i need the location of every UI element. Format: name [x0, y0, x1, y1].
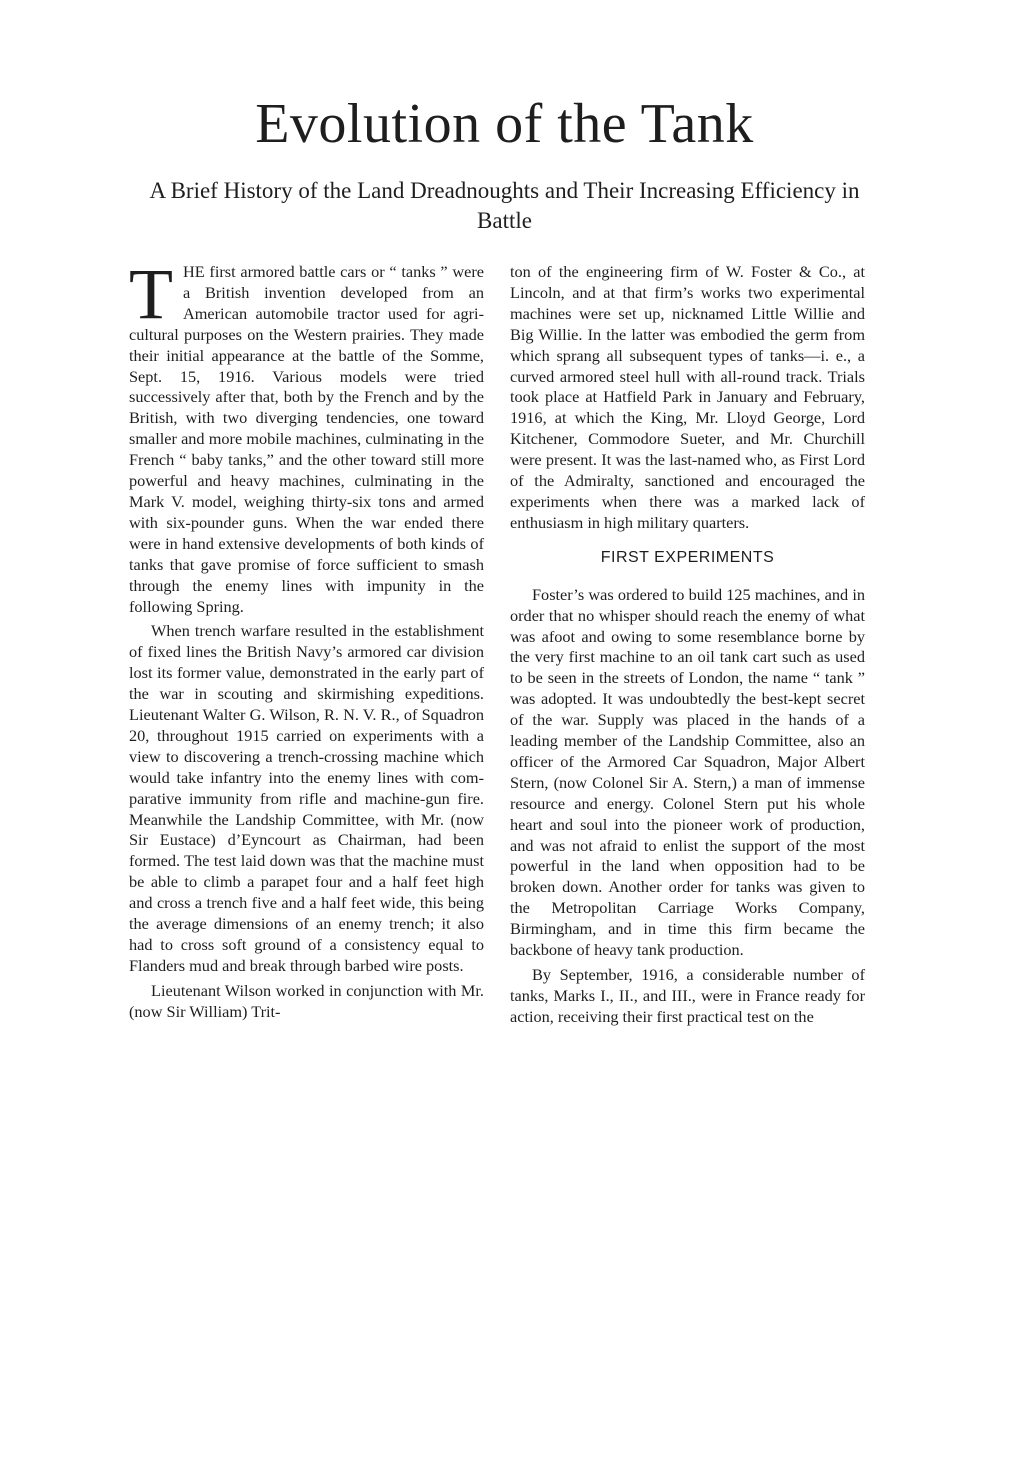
article-subtitle: A Brief History of the Land Dreadnoughts and Their Increasing Efficiency in Battle [149, 178, 860, 233]
paragraph: Foster’s was ordered to build 125 machines, and in order that no whisper should reach the enemy of what was afoot and owing to some resemblance borne by the very first machine to an oil tank cart such as used to be seen in the streets of London, the name “ tank ” was adopted. It was undoubtedly the best-kept secret of the war. Supply was placed in the hands of a leading member of the Landship Committee, also an officer of the Armored Car Squadron, Major Albert Stern, (now Colonel Sir A. Stern,) a man of immense resource and energy. Colonel Stern put his whole heart and soul into the pioneer work of production, and was not afraid to enlist the support of the most powerful in the land when opposition had to be broken down. Another order for tanks was given to the Metropolitan Carriage Works Company, Birmingham, and in time this firm became the backbone of heavy tank production. [510, 584, 865, 960]
article-title: Evolution of the Tank [255, 93, 754, 155]
right-column [510, 262, 865, 1028]
drop-cap: T [129, 254, 173, 334]
paragraph-text: HE first armored battle cars or “ tanks ” were a British invention developed from an American automobile tractor used for agricultural purposes on the Western prairies. They made their initial appearance at the battle of the Somme, Sept. 15, 1916. Various models were tried successively after that, both by the French and by the British, with two diverging tendencies, one toward smaller and more mobile machines, culminating in the French “ baby tanks,” and the other toward still more powerful and heavy machines, culminating in the Mark V. model, weighing thirty-six tons and armed with six-pounder guns. When the war ended there were in hand extensive developments of both kinds of tanks that gave promise of force sufficient to smash through the enemy lines with impunity in the following Spring. [129, 262, 484, 616]
left-column [129, 254, 484, 1023]
paragraph: Lieutenant Wilson worked in conjunction with Mr. (now Sir William) Trit- [129, 980, 484, 1021]
paragraph: When trench warfare resulted in the establishment of fixed lines the British Navy’s armored car division lost its former value, demonstrated in the early part of the war in scouting and skirmishing expeditions. Lieutenant Walter G. Wilson, R. N. V. R., of Squadron 20, throughout 1915 carried on experiments with a view to discovering a trench-crossing machine which would take infantry into the enemy lines with comparative immunity from rifle and machine-gun fire. Meanwhile the Landship Committee, with Mr. (now Sir Eustace) d’Eyncourt as Chairman, had been formed. The test laid down was that the machine must be able to climb a parapet four and a half feet high and cross a trench five and a half feet wide, this being the average dimensions of an enemy trench; it also had to cross soft ground of a consistency equal to Flanders mud and break through barbed wire posts. [129, 621, 484, 975]
section-heading: FIRST EXPERIMENTS [600, 548, 775, 566]
paragraph: ton of the engineering firm of W. Foster & Co., at Lincoln, and at that firm’s works two experimental machines were set up, nicknamed Little Willie and Big Willie. In the latter was embodied the germ from which sprang all subsequent types of tanks—i. e., a curved armored steel hull with all-round track. Trials took place at Hatfield Park in January and February, 1916, at which the King, Mr. Lloyd George, Lord Kitchener, Commodore Sueter, and Mr. Churchill were present. It was the last-named who, as First Lord of the Admiralty, sanctioned and encouraged the experiments when there was a marked lack of enthusiasm in high military quarters. [510, 262, 865, 532]
paragraph: By September, 1916, a considerable number of tanks, Marks I., II., and III., were in France ready for action, receiving their first practical test on the [510, 965, 865, 1026]
paragraph [129, 254, 484, 617]
